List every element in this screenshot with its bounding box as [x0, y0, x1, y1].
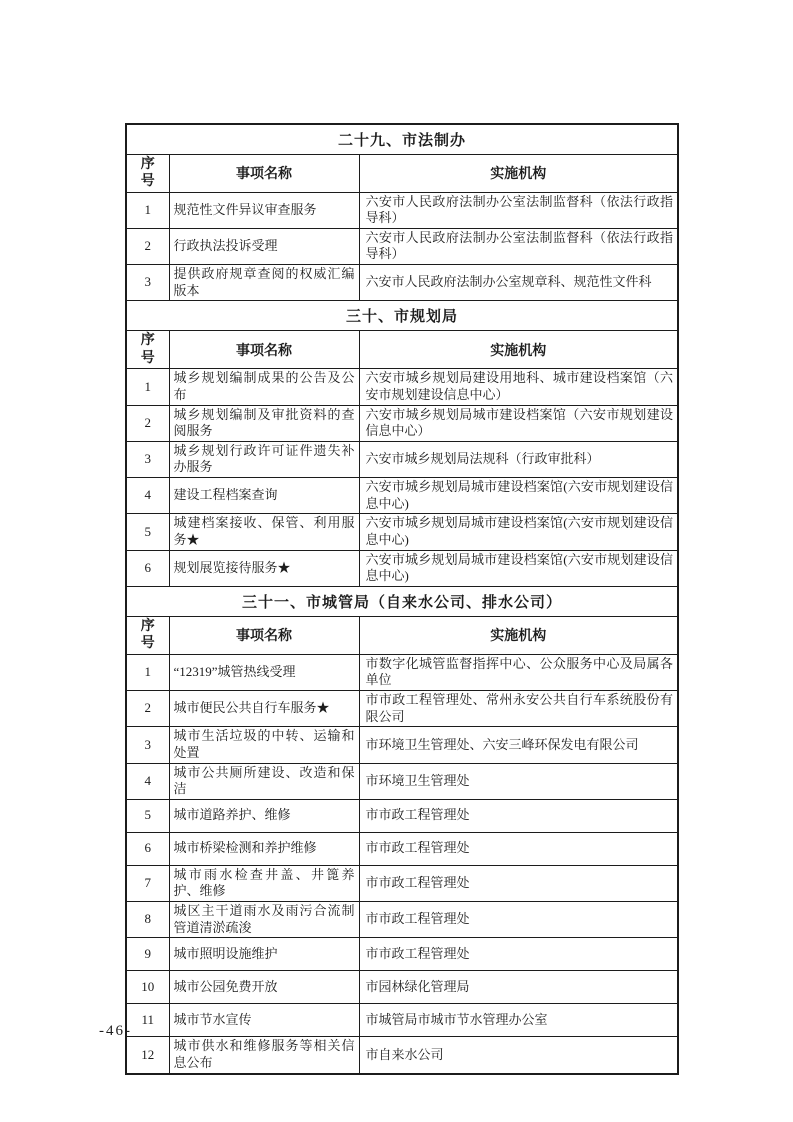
col-header-agency [359, 154, 678, 192]
col-header-agency [359, 331, 678, 369]
cell-seq: 2 [126, 691, 169, 727]
table-row [126, 478, 678, 514]
table-row [126, 727, 678, 763]
cell-seq: 3 [126, 441, 169, 477]
col-header-label: 实施机构 [490, 343, 547, 359]
services-table [125, 123, 679, 1075]
table-row [126, 441, 678, 477]
table-row [126, 1004, 678, 1037]
cell-item-name: “12319”城管热线受理 [169, 654, 359, 690]
cell-item-name: 城乡规划编制及审批资料的查阅服务 [169, 405, 359, 441]
cell-item-name: 城市生活垃圾的中转、运输和处置 [169, 727, 359, 763]
cell-seq: 5 [126, 514, 169, 550]
section-title: 二十九、市法制办 [126, 124, 678, 154]
cell-agency: 市市政工程管理处 [359, 865, 678, 901]
col-header-label: 实施机构 [490, 629, 547, 645]
table-row [126, 902, 678, 938]
cell-item-name: 城市公共厕所建设、改造和保洁 [169, 763, 359, 799]
cell-agency: 市城管局市城市节水管理办公室 [359, 1004, 678, 1037]
cell-item-name: 城市雨水检查井盖、井篦养护、维修 [169, 865, 359, 901]
col-header-item [169, 331, 359, 369]
table-row [126, 265, 678, 301]
table-row [126, 971, 678, 1004]
cell-item-name: 城市公园免费开放 [169, 971, 359, 1004]
cell-item-name: 城区主干道雨水及雨污合流制管道清淤疏浚 [169, 902, 359, 938]
table-row [126, 405, 678, 441]
cell-agency: 市环境卫生管理处、六安三峰环保发电有限公司 [359, 727, 678, 763]
cell-seq: 5 [126, 799, 169, 832]
services-table-body [126, 124, 678, 1074]
col-header-label: 事项名称 [236, 629, 292, 645]
table-row [126, 691, 678, 727]
cell-agency: 市市政工程管理处 [359, 799, 678, 832]
cell-agency: 市园林绿化管理局 [359, 971, 678, 1004]
cell-item-name: 城市便民公共自行车服务★ [169, 691, 359, 727]
col-header-seq [126, 154, 169, 192]
table-row [126, 832, 678, 865]
cell-item-name: 城建档案接收、保管、利用服务★ [169, 514, 359, 550]
cell-seq: 2 [126, 405, 169, 441]
col-header-seq [126, 616, 169, 654]
col-header-agency [359, 616, 678, 654]
cell-seq: 1 [126, 192, 169, 228]
cell-agency: 市市政工程管理处、常州永安公共自行车系统股份有限公司 [359, 691, 678, 727]
col-header-label: 事项名称 [236, 343, 292, 359]
cell-seq: 12 [126, 1037, 169, 1074]
cell-seq: 2 [126, 228, 169, 264]
cell-agency: 市市政工程管理处 [359, 938, 678, 971]
table-row [126, 799, 678, 832]
cell-item-name: 城市桥梁检测和养护维修 [169, 832, 359, 865]
cell-item-name: 城市供水和维修服务等相关信息公布 [169, 1037, 359, 1074]
table-row [126, 763, 678, 799]
cell-seq: 6 [126, 550, 169, 586]
cell-item-name: 规划展览接待服务★ [169, 550, 359, 586]
cell-seq: 6 [126, 832, 169, 865]
cell-seq: 8 [126, 902, 169, 938]
cell-agency: 六安市人民政府法制办公室法制监督科（依法行政指导科） [359, 228, 678, 264]
section-title: 三十一、市城管局（自来水公司、排水公司） [126, 586, 678, 616]
table-row [126, 865, 678, 901]
table-row [126, 550, 678, 586]
cell-item-name: 行政执法投诉受理 [169, 228, 359, 264]
cell-item-name: 规范性文件异议审查服务 [169, 192, 359, 228]
table-row [126, 938, 678, 971]
cell-agency: 六安市城乡规划局城市建设档案馆(六安市规划建设信息中心) [359, 478, 678, 514]
section-title: 三十、市规划局 [126, 301, 678, 331]
cell-agency: 市自来水公司 [359, 1037, 678, 1074]
cell-agency: 六安市城乡规划局城市建设档案馆(六安市规划建设信息中心) [359, 550, 678, 586]
cell-agency: 六安市人民政府法制办公室规章科、规范性文件科 [359, 265, 678, 301]
table-row [126, 1037, 678, 1074]
cell-item-name: 城市道路养护、维修 [169, 799, 359, 832]
col-header-label: 序号 [140, 333, 155, 366]
cell-agency: 市环境卫生管理处 [359, 763, 678, 799]
col-header-label: 序号 [140, 156, 155, 189]
cell-agency: 六安市人民政府法制办公室法制监督科（依法行政指导科） [359, 192, 678, 228]
cell-agency: 市数字化城管监督指挥中心、公众服务中心及局属各单位 [359, 654, 678, 690]
cell-seq: 11 [126, 1004, 169, 1037]
table-row [126, 192, 678, 228]
cell-seq: 3 [126, 265, 169, 301]
cell-item-name: 城乡规划行政许可证件遗失补办服务 [169, 441, 359, 477]
table-row [126, 514, 678, 550]
cell-seq: 9 [126, 938, 169, 971]
cell-agency: 六安市城乡规划局城市建设档案馆（六安市规划建设信息中心） [359, 405, 678, 441]
cell-seq: 4 [126, 763, 169, 799]
col-header-seq [126, 331, 169, 369]
cell-agency: 市市政工程管理处 [359, 832, 678, 865]
cell-item-name: 城市照明设施维护 [169, 938, 359, 971]
col-header-label: 事项名称 [236, 167, 292, 182]
table-row [126, 369, 678, 405]
cell-seq: 10 [126, 971, 169, 1004]
col-header-label: 序号 [140, 618, 155, 652]
table-row [126, 228, 678, 264]
col-header-item [169, 616, 359, 654]
cell-seq: 7 [126, 865, 169, 901]
cell-seq: 3 [126, 727, 169, 763]
cell-seq: 1 [126, 654, 169, 690]
cell-item-name: 提供政府规章查阅的权威汇编版本 [169, 265, 359, 301]
table-row [126, 654, 678, 690]
cell-item-name: 建设工程档案查询 [169, 478, 359, 514]
page-number: -46- [99, 1023, 132, 1039]
cell-agency: 六安市城乡规划局建设用地科、城市建设档案馆（六安市规划建设信息中心） [359, 369, 678, 405]
col-header-label: 实施机构 [490, 167, 547, 182]
cell-seq: 4 [126, 478, 169, 514]
cell-agency: 市市政工程管理处 [359, 902, 678, 938]
cell-item-name: 城市节水宣传 [169, 1004, 359, 1037]
cell-agency: 六安市城乡规划局城市建设档案馆(六安市规划建设信息中心) [359, 514, 678, 550]
cell-agency: 六安市城乡规划局法规科（行政审批科） [359, 441, 678, 477]
cell-seq: 1 [126, 369, 169, 405]
col-header-item [169, 154, 359, 192]
cell-item-name: 城乡规划编制成果的公告及公布 [169, 369, 359, 405]
